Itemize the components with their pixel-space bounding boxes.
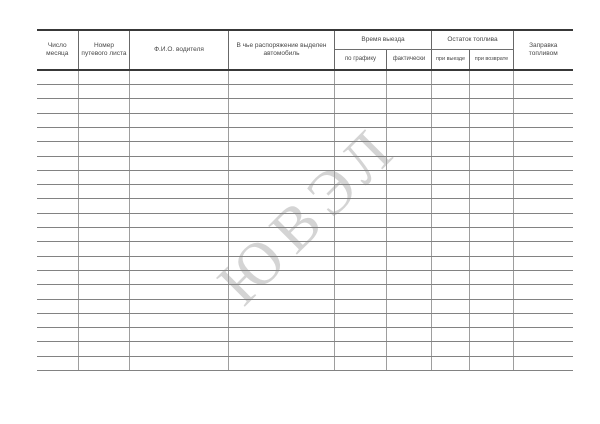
table-row <box>37 99 573 113</box>
table-cell <box>514 356 573 370</box>
table-cell <box>37 342 79 356</box>
table-cell <box>130 70 229 84</box>
table-cell <box>37 313 79 327</box>
table-cell <box>387 242 432 256</box>
table-cell <box>37 170 79 184</box>
table-row <box>37 170 573 184</box>
table-cell <box>387 70 432 84</box>
table-cell <box>37 127 79 141</box>
table-cell <box>335 299 387 313</box>
table-cell <box>130 313 229 327</box>
table-cell <box>432 70 470 84</box>
table-cell <box>130 356 229 370</box>
table-cell <box>335 342 387 356</box>
table-cell <box>335 313 387 327</box>
table-cell <box>387 270 432 284</box>
header-assigned-to: В чье распоряжение выделен автомобиль <box>229 30 335 71</box>
table-cell <box>37 299 79 313</box>
table-cell <box>79 299 130 313</box>
table-cell <box>335 127 387 141</box>
table-cell <box>514 127 573 141</box>
table-body <box>37 70 573 370</box>
header-waybill-number: Номер путевого листа <box>79 30 130 71</box>
table-cell <box>229 142 335 156</box>
table-cell <box>130 299 229 313</box>
table-cell <box>432 342 470 356</box>
table-cell <box>470 99 514 113</box>
table-cell <box>514 170 573 184</box>
table-cell <box>229 85 335 99</box>
table-cell <box>335 185 387 199</box>
table-cell <box>130 85 229 99</box>
table-cell <box>229 99 335 113</box>
table-cell <box>335 113 387 127</box>
table-cell <box>432 213 470 227</box>
table-cell <box>79 285 130 299</box>
table-cell <box>514 270 573 284</box>
table-cell <box>387 199 432 213</box>
table-cell <box>470 270 514 284</box>
table-cell <box>432 113 470 127</box>
table-cell <box>514 142 573 156</box>
table-cell <box>335 213 387 227</box>
table-row <box>37 213 573 227</box>
table-cell <box>470 328 514 342</box>
table-cell <box>79 199 130 213</box>
table-row <box>37 113 573 127</box>
table-cell <box>229 256 335 270</box>
table-cell <box>470 70 514 84</box>
table-cell <box>229 156 335 170</box>
table-cell <box>514 185 573 199</box>
table-cell <box>387 313 432 327</box>
table-cell <box>470 113 514 127</box>
table-cell <box>37 85 79 99</box>
table-cell <box>79 256 130 270</box>
table-cell <box>79 213 130 227</box>
table-cell <box>335 199 387 213</box>
header-departure-time-group: Время выезда <box>335 30 432 50</box>
table-cell <box>130 228 229 242</box>
table-row <box>37 342 573 356</box>
table-cell <box>470 213 514 227</box>
table-cell <box>335 85 387 99</box>
table-cell <box>229 299 335 313</box>
table-cell <box>387 356 432 370</box>
table-cell <box>130 142 229 156</box>
table-cell <box>514 328 573 342</box>
table-cell <box>470 299 514 313</box>
table-cell <box>432 99 470 113</box>
table-cell <box>37 270 79 284</box>
table-cell <box>79 156 130 170</box>
table-cell <box>432 185 470 199</box>
table-cell <box>229 356 335 370</box>
table-cell <box>432 242 470 256</box>
table-cell <box>37 256 79 270</box>
table-cell <box>387 328 432 342</box>
table-row <box>37 256 573 270</box>
table-cell <box>335 70 387 84</box>
table-cell <box>514 242 573 256</box>
table-cell <box>387 342 432 356</box>
table-cell <box>470 356 514 370</box>
table-cell <box>37 185 79 199</box>
header-refuel: Заправка топливом <box>514 30 573 71</box>
table-cell <box>79 185 130 199</box>
table-cell <box>130 328 229 342</box>
header-fuel-at-return: при возврате <box>470 49 514 70</box>
table-cell <box>229 328 335 342</box>
table-cell <box>229 113 335 127</box>
table-row <box>37 356 573 370</box>
table-cell <box>229 70 335 84</box>
table-cell <box>514 213 573 227</box>
table-cell <box>229 199 335 213</box>
table-cell <box>229 285 335 299</box>
table-cell <box>335 99 387 113</box>
table-cell <box>432 270 470 284</box>
table-cell <box>229 270 335 284</box>
table-cell <box>387 228 432 242</box>
table-cell <box>229 342 335 356</box>
table-cell <box>432 85 470 99</box>
table-cell <box>79 356 130 370</box>
table-cell <box>514 85 573 99</box>
table-cell <box>79 142 130 156</box>
table-cell <box>387 113 432 127</box>
table-cell <box>470 228 514 242</box>
table-cell <box>514 299 573 313</box>
table-cell <box>335 242 387 256</box>
table-cell <box>229 213 335 227</box>
table-cell <box>514 342 573 356</box>
table-row <box>37 199 573 213</box>
table-row <box>37 156 573 170</box>
table-row <box>37 185 573 199</box>
table-cell <box>130 342 229 356</box>
table-cell <box>432 299 470 313</box>
header-row-groups <box>37 30 573 50</box>
table-cell <box>229 228 335 242</box>
table-cell <box>514 156 573 170</box>
table-cell <box>432 356 470 370</box>
table-cell <box>79 85 130 99</box>
table-cell <box>130 213 229 227</box>
table-cell <box>130 170 229 184</box>
table-cell <box>37 156 79 170</box>
table-cell <box>387 299 432 313</box>
table-cell <box>470 170 514 184</box>
table-cell <box>387 256 432 270</box>
table-cell <box>514 113 573 127</box>
table-cell <box>470 85 514 99</box>
table-cell <box>37 228 79 242</box>
table-row <box>37 270 573 284</box>
table-cell <box>130 285 229 299</box>
table-cell <box>335 156 387 170</box>
table-cell <box>514 228 573 242</box>
table-cell <box>79 170 130 184</box>
table-cell <box>387 127 432 141</box>
table-cell <box>432 313 470 327</box>
table-row <box>37 228 573 242</box>
table-cell <box>432 142 470 156</box>
table-row <box>37 299 573 313</box>
waybill-log-table <box>37 29 573 371</box>
table-cell <box>79 270 130 284</box>
table-cell <box>387 170 432 184</box>
table-cell <box>229 170 335 184</box>
table-cell <box>470 256 514 270</box>
table-cell <box>79 70 130 84</box>
table-cell <box>335 142 387 156</box>
table-cell <box>514 256 573 270</box>
header-day: Число месяца <box>37 30 79 71</box>
table-cell <box>387 285 432 299</box>
table-cell <box>229 313 335 327</box>
table-cell <box>470 156 514 170</box>
table-cell <box>229 185 335 199</box>
table-cell <box>387 185 432 199</box>
header-driver-name: Ф.И.О. водителя <box>130 30 229 71</box>
table-cell <box>79 228 130 242</box>
table-row <box>37 70 573 84</box>
table-cell <box>79 127 130 141</box>
table-cell <box>470 313 514 327</box>
table-cell <box>514 199 573 213</box>
table-cell <box>335 270 387 284</box>
table-cell <box>37 285 79 299</box>
table-cell <box>432 199 470 213</box>
table-cell <box>387 99 432 113</box>
table-cell <box>130 256 229 270</box>
table-cell <box>130 185 229 199</box>
table-cell <box>229 242 335 256</box>
table-cell <box>432 256 470 270</box>
table-cell <box>335 328 387 342</box>
table-row <box>37 127 573 141</box>
table-cell <box>37 113 79 127</box>
table-cell <box>335 170 387 184</box>
table-cell <box>130 113 229 127</box>
table-cell <box>514 70 573 84</box>
table-cell <box>387 213 432 227</box>
header-fuel-at-departure: при выезде <box>432 49 470 70</box>
table-cell <box>37 70 79 84</box>
table-cell <box>470 185 514 199</box>
table-cell <box>37 99 79 113</box>
table-row <box>37 313 573 327</box>
watermark-text: ЮВЭЛ <box>205 111 412 318</box>
table-cell <box>37 142 79 156</box>
table-cell <box>514 285 573 299</box>
table-header <box>37 30 573 71</box>
header-fuel-remaining-group: Остаток топлива <box>432 30 514 50</box>
table-cell <box>79 113 130 127</box>
table-cell <box>79 99 130 113</box>
table-cell <box>79 242 130 256</box>
table-cell <box>335 256 387 270</box>
table-cell <box>432 127 470 141</box>
table-row <box>37 285 573 299</box>
table-cell <box>79 342 130 356</box>
table-cell <box>432 328 470 342</box>
header-departure-scheduled: по графику <box>335 49 387 70</box>
table-cell <box>79 313 130 327</box>
table-cell <box>130 99 229 113</box>
table-cell <box>470 127 514 141</box>
table-cell <box>130 199 229 213</box>
table-cell <box>229 127 335 141</box>
table-cell <box>470 142 514 156</box>
table-cell <box>432 170 470 184</box>
table-cell <box>335 285 387 299</box>
header-departure-actual: фактически <box>387 49 432 70</box>
table-cell <box>79 328 130 342</box>
table-cell <box>470 342 514 356</box>
table-cell <box>470 285 514 299</box>
table-cell <box>130 127 229 141</box>
table-cell <box>387 156 432 170</box>
table-cell <box>130 156 229 170</box>
table-cell <box>514 99 573 113</box>
table-cell <box>37 199 79 213</box>
table-cell <box>37 328 79 342</box>
table-cell <box>432 285 470 299</box>
table-cell <box>387 142 432 156</box>
table-cell <box>514 313 573 327</box>
table-cell <box>470 242 514 256</box>
table-row <box>37 142 573 156</box>
table-row <box>37 85 573 99</box>
table-cell <box>335 228 387 242</box>
table-cell <box>470 199 514 213</box>
table-row <box>37 242 573 256</box>
table-cell <box>130 242 229 256</box>
table-row <box>37 328 573 342</box>
table-cell <box>37 213 79 227</box>
table-cell <box>335 356 387 370</box>
table-cell <box>130 270 229 284</box>
table-cell <box>387 85 432 99</box>
table-cell <box>432 156 470 170</box>
table-cell <box>37 356 79 370</box>
table-cell <box>432 228 470 242</box>
table-cell <box>37 242 79 256</box>
